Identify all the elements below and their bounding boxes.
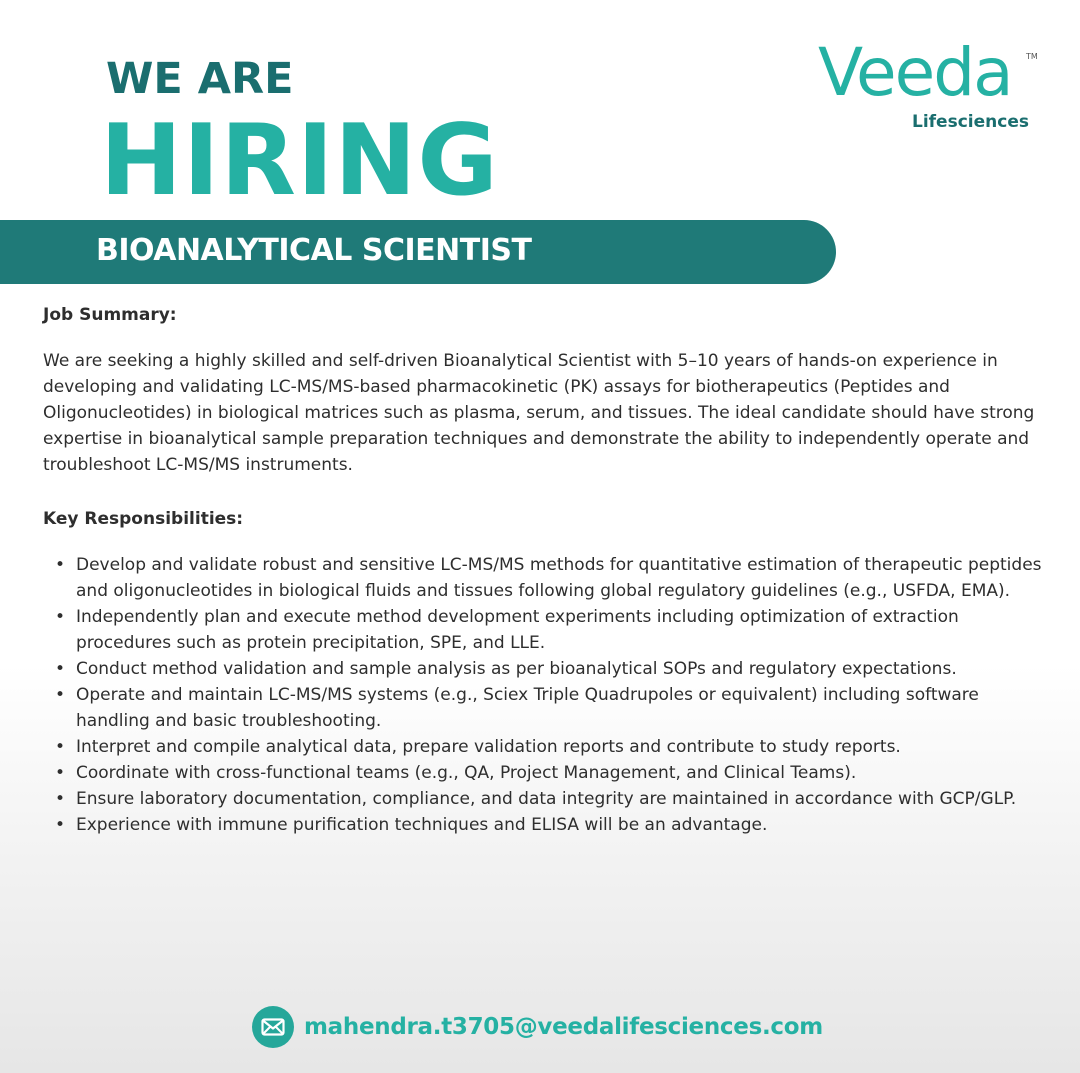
bullet-icon: • bbox=[54, 737, 66, 757]
list-item-text: Develop and validate robust and sensitive LC-MS/MS methods for quantitative estimation of therapeutic peptides and oligonucleotides in biological fluids and tissues following global regulatory guidelines (e.g., USFDA, EMA). bbox=[76, 555, 1042, 601]
bullet-icon: • bbox=[54, 815, 66, 835]
bullet-icon: • bbox=[54, 685, 66, 705]
bullet-icon: • bbox=[54, 555, 66, 575]
hiring-heading: HIRING bbox=[100, 104, 499, 218]
job-title: BIOANALYTICAL SCIENTIST bbox=[96, 233, 532, 268]
bullet-icon: • bbox=[54, 659, 66, 679]
list-item-text: Experience with immune purification techniques and ELISA will be an advantage. bbox=[76, 815, 768, 835]
contact-email[interactable] bbox=[252, 1006, 823, 1048]
logo-subtitle: Lifesciences bbox=[912, 112, 1029, 132]
list-item-text: Independently plan and execute method development experiments including optimization of extraction procedures such as protein precipitation, SPE, and LLE. bbox=[76, 607, 959, 653]
list-item bbox=[54, 552, 1043, 604]
bullet-icon: • bbox=[54, 607, 66, 627]
list-item-text: Coordinate with cross-functional teams (e.g., QA, Project Management, and Clinical Teams). bbox=[76, 763, 857, 783]
we-are-heading: WE ARE bbox=[106, 54, 294, 104]
job-summary-text: We are seeking a highly skilled and self-driven Bioanalytical Scientist with 5–10 years of hands-on experience in developing and validating LC-MS/MS-based pharmacokinetic (PK) assays for biotherapeutics (Peptides and Oligonucleotides) in biological matrices such as plasma, serum, and tissues. The ideal candidate should have strong expertise in bioanalytical sample preparation techniques and demonstrate the ability to independently operate and troubleshoot LC-MS/MS instruments. bbox=[43, 351, 1035, 475]
list-item bbox=[54, 604, 1043, 656]
list-item-text: Operate and maintain LC-MS/MS systems (e.g., Sciex Triple Quadrupoles or equivalent) including software handling and basic troubleshooting. bbox=[76, 685, 979, 731]
list-item bbox=[54, 734, 1043, 760]
job-summary-heading: Job Summary: bbox=[43, 305, 177, 325]
bullet-icon: • bbox=[54, 763, 66, 783]
envelope-icon bbox=[252, 1006, 294, 1048]
list-item-text: Conduct method validation and sample analysis as per bioanalytical SOPs and regulatory expectations. bbox=[76, 659, 957, 679]
list-item bbox=[54, 812, 1043, 838]
logo-wordmark: Veeda bbox=[818, 34, 1012, 111]
bullet-icon: • bbox=[54, 789, 66, 809]
list-item bbox=[54, 760, 1043, 786]
list-item-text: Ensure laboratory documentation, compliance, and data integrity are maintained in accordance with GCP/GLP. bbox=[76, 789, 1017, 809]
list-item bbox=[54, 656, 1043, 682]
responsibilities-heading: Key Responsibilities: bbox=[43, 509, 244, 529]
logo-trademark: TM bbox=[1026, 52, 1038, 61]
email-address[interactable]: mahendra.t3705@veedalifesciences.com bbox=[304, 1014, 823, 1040]
veeda-logo bbox=[818, 34, 1040, 140]
responsibilities-list bbox=[43, 552, 1043, 838]
list-item-text: Interpret and compile analytical data, prepare validation reports and contribute to study reports. bbox=[76, 737, 901, 757]
list-item bbox=[54, 682, 1043, 734]
job-description bbox=[43, 302, 1043, 838]
list-item bbox=[54, 786, 1043, 812]
